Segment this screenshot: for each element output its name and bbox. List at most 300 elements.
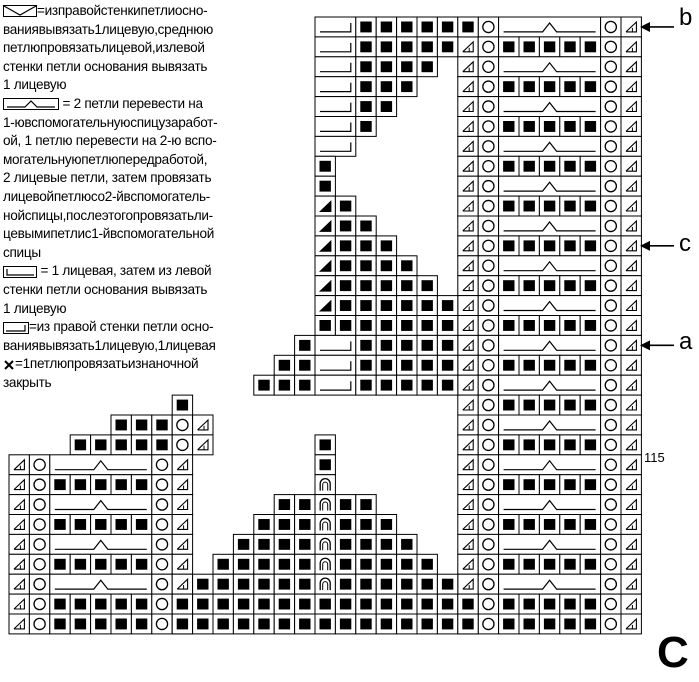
chart-cell-O-r7c30 — [601, 136, 621, 156]
chart-cell-B-r2c20 — [397, 37, 417, 57]
chart-cell-B-r24c27 — [539, 475, 559, 495]
chart-cell-B-r15c21 — [417, 296, 437, 316]
chart-cell-C-r27c25 — [499, 534, 601, 554]
chart-cell-T-r10c23 — [458, 196, 478, 216]
chart-cell-T-r26c23 — [458, 515, 478, 535]
chart-cell-R-r7c16 — [315, 136, 356, 156]
legend-line-7: 1-ювспомогательнуюспицузаработ- — [3, 114, 218, 130]
chart-cell-B-r2c29 — [580, 37, 600, 57]
chart-cell-B-r30c6 — [111, 594, 131, 614]
chart-cell-B-r15c19 — [376, 296, 396, 316]
chart-cell-B-r16c20 — [397, 316, 417, 336]
chart-cell-T-r7c31 — [621, 136, 641, 156]
chart-cell-T-r17c31 — [621, 335, 641, 355]
chart-cell-O-r9c30 — [601, 176, 621, 196]
chart-cell-T-r21c10 — [193, 415, 213, 435]
chart-cell-T-r11c31 — [621, 216, 641, 236]
chart-cell-B-r14c28 — [560, 276, 580, 296]
chart-cell-B-r14c20 — [397, 276, 417, 296]
arrow-b-icon — [640, 22, 674, 32]
chart-cell-O-r21c24 — [478, 415, 498, 435]
chart-cell-B-r25c17 — [335, 495, 355, 515]
chart-cell-O-r20c24 — [478, 395, 498, 415]
chart-cell-B-r14c21 — [417, 276, 437, 296]
chart-cell-T-r5c23 — [458, 97, 478, 117]
chart-cell-T-r24c23 — [458, 475, 478, 495]
chart-cell-T-r31c31 — [621, 614, 641, 634]
chart-cell-B-r18c28 — [560, 355, 580, 375]
chart-cell-B-r4c28 — [560, 77, 580, 97]
chart-cell-B-r19c15 — [295, 375, 315, 395]
chart-cell-B-r10c27 — [539, 196, 559, 216]
chart-cell-B-r29c19 — [376, 574, 396, 594]
chart-cell-B-r6c18 — [356, 117, 376, 137]
chart-cell-B-r17c20 — [397, 335, 417, 355]
chart-cell-B-r31c18 — [356, 614, 376, 634]
chart-cell-T-r25c31 — [621, 495, 641, 515]
chart-cell-B-r2c18 — [356, 37, 376, 57]
chart-cell-B-r27c15 — [295, 534, 315, 554]
chart-cell-U-r27c16 — [315, 534, 335, 554]
chart-cell-T-r15c31 — [621, 296, 641, 316]
chart-cell-T-r8c23 — [458, 156, 478, 176]
chart-cell-O-r6c24 — [478, 117, 498, 137]
chart-cell-O-r8c24 — [478, 156, 498, 176]
chart-cell-B-r20c28 — [560, 395, 580, 415]
chart-cell-B-r16c19 — [376, 316, 396, 336]
chart-cell-T-r18c23 — [458, 355, 478, 375]
chart-cell-B-r1c21 — [417, 17, 437, 37]
chart-cell-C-r3c25 — [499, 57, 601, 77]
chart-cell-B-r16c18 — [356, 316, 376, 336]
chart-cell-B-r31c5 — [91, 614, 111, 634]
chart-cell-B-r22c27 — [539, 435, 559, 455]
chart-cell-B-r2c21 — [417, 37, 437, 57]
chart-cell-O-r26c24 — [478, 515, 498, 535]
chart-cell-L-r12c16 — [315, 236, 335, 256]
chart-cell-B-r31c20 — [397, 614, 417, 634]
chart-cell-B-r4c27 — [539, 77, 559, 97]
chart-cell-O-r1c30 — [601, 17, 621, 37]
chart-cell-O-r21c9 — [172, 415, 192, 435]
chart-cell-B-r14c26 — [519, 276, 539, 296]
chart-cell-B-r4c25 — [499, 77, 519, 97]
legend-line-8: ой, 1 петлю перевести на 2-ю вспо- — [3, 133, 217, 149]
chart-cell-B-r19c14 — [274, 375, 294, 395]
chart-cell-O-r18c24 — [478, 355, 498, 375]
chart-cell-C-r21c25 — [499, 415, 601, 435]
chart-cell-O-r25c8 — [152, 495, 172, 515]
chart-cell-B-r28c14 — [274, 554, 294, 574]
chart-cell-B-r15c22 — [437, 296, 457, 316]
chart-cell-B-r16c16 — [315, 316, 335, 336]
chart-cell-B-r2c27 — [539, 37, 559, 57]
chart-cell-T-r7c23 — [458, 136, 478, 156]
chart-cell-B-r23c16 — [315, 455, 335, 475]
chart-cell-O-r2c24 — [478, 37, 498, 57]
chart-cell-T-r18c31 — [621, 355, 641, 375]
legend-line-21: закрыть — [3, 374, 52, 390]
chart-cell-B-r28c20 — [397, 554, 417, 574]
chart-cell-B-r28c15 — [295, 554, 315, 574]
chart-cell-B-r31c16 — [315, 614, 335, 634]
chart-cell-O-r29c2 — [29, 574, 49, 594]
chart-cell-O-r11c24 — [478, 216, 498, 236]
chart-cell-B-r26c14 — [274, 515, 294, 535]
chart-cell-B-r26c13 — [254, 515, 274, 535]
chart-cell-B-r26c19 — [376, 515, 396, 535]
chart-cell-B-r31c26 — [519, 614, 539, 634]
chart-cell-T-r2c31 — [621, 37, 641, 57]
chart-cell-B-r27c13 — [254, 534, 274, 554]
chart-cell-B-r27c12 — [233, 534, 253, 554]
chart-cell-B-r20c9 — [172, 395, 192, 415]
chart-cell-B-r5c19 — [376, 97, 396, 117]
chart-cell-B-r3c20 — [397, 57, 417, 77]
chart-cell-B-r28c17 — [335, 554, 355, 574]
chart-cell-T-r25c23 — [458, 495, 478, 515]
chart-cell-U-r28c16 — [315, 554, 335, 574]
chart-cell-O-r14c30 — [601, 276, 621, 296]
chart-cell-T-r29c1 — [9, 574, 29, 594]
chart-cell-B-r31c17 — [335, 614, 355, 634]
chart-cell-B-r30c12 — [233, 594, 253, 614]
chart-cell-B-r30c27 — [539, 594, 559, 614]
chart-cell-B-r29c21 — [417, 574, 437, 594]
chart-cell-B-r31c19 — [376, 614, 396, 634]
chart-cell-T-r27c31 — [621, 534, 641, 554]
chart-cell-B-r15c20 — [397, 296, 417, 316]
chart-cell-B-r18c22 — [437, 355, 457, 375]
chart-cell-B-r30c22 — [437, 594, 457, 614]
chart-cell-B-r30c14 — [274, 594, 294, 614]
chart-cell-T-r14c31 — [621, 276, 641, 296]
legend-line-19: ваниявывязать1лицевую,1лицевая — [3, 337, 216, 353]
chart-cell-U-r24c16 — [315, 475, 335, 495]
chart-cell-T-r28c31 — [621, 554, 641, 574]
chart-cell-B-r4c29 — [580, 77, 600, 97]
chart-cell-O-r26c2 — [29, 515, 49, 535]
chart-cell-B-r30c21 — [417, 594, 437, 614]
chart-cell-B-r19c18 — [356, 375, 376, 395]
chart-cell-B-r2c22 — [437, 37, 457, 57]
chart-cell-B-r31c10 — [193, 614, 213, 634]
chart-cell-B-r28c25 — [499, 554, 519, 574]
chart-cell-B-r19c21 — [417, 375, 437, 395]
chart-cell-C-r1c25 — [499, 17, 601, 37]
chart-cell-B-r3c18 — [356, 57, 376, 77]
chart-cell-T-r3c23 — [458, 57, 478, 77]
chart-cell-T-r1c31 — [621, 17, 641, 37]
chart-cell-B-r31c15 — [295, 614, 315, 634]
chart-cell-C-r5c25 — [499, 97, 601, 117]
chart-cell-O-r24c2 — [29, 475, 49, 495]
chart-cell-U-r29c16 — [315, 574, 335, 594]
chart-cell-R-r5c16 — [315, 97, 356, 117]
chart-cell-B-r30c18 — [356, 594, 376, 614]
chart-cell-B-r10c17 — [335, 196, 355, 216]
chart-cell-O-r28c2 — [29, 554, 49, 574]
chart-cell-B-r14c25 — [499, 276, 519, 296]
row-number-115: 115 — [644, 450, 665, 465]
chart-cell-B-r24c5 — [91, 475, 111, 495]
chart-cell-B-r10c25 — [499, 196, 519, 216]
chart-cell-O-r29c24 — [478, 574, 498, 594]
chart-cell-B-r22c28 — [560, 435, 580, 455]
row-marker-b: b — [679, 4, 693, 31]
chart-cell-T-r22c10 — [193, 435, 213, 455]
chart-cell-B-r30c23 — [458, 594, 478, 614]
chart-cell-B-r28c29 — [580, 554, 600, 574]
chart-cell-T-r29c31 — [621, 574, 641, 594]
chart-cell-B-r8c26 — [519, 156, 539, 176]
chart-cell-B-r6c26 — [519, 117, 539, 137]
chart-cell-O-r27c8 — [152, 534, 172, 554]
chart-cell-O-r28c8 — [152, 554, 172, 574]
chart-cell-O-r3c30 — [601, 57, 621, 77]
chart-cell-B-r8c27 — [539, 156, 559, 176]
chart-cell-B-r26c27 — [539, 515, 559, 535]
chart-cell-B-r30c29 — [580, 594, 600, 614]
chart-cell-B-r13c18 — [356, 256, 376, 276]
chart-cell-B-r12c18 — [356, 236, 376, 256]
chart-cell-B-r22c4 — [70, 435, 90, 455]
chart-cell-B-r16c28 — [560, 316, 580, 336]
chart-cell-B-r29c10 — [193, 574, 213, 594]
chart-cell-B-r2c28 — [560, 37, 580, 57]
chart-cell-B-r16c26 — [519, 316, 539, 336]
chart-cell-T-r25c9 — [172, 495, 192, 515]
chart-cell-B-r17c22 — [437, 335, 457, 355]
chart-cell-B-r22c6 — [111, 435, 131, 455]
chart-cell-B-r12c26 — [519, 236, 539, 256]
chart-cell-B-r26c6 — [111, 515, 131, 535]
chart-cell-B-r24c25 — [499, 475, 519, 495]
chart-cell-O-r23c8 — [152, 455, 172, 475]
chart-cell-L-r15c16 — [315, 296, 335, 316]
chart-cell-O-r25c2 — [29, 495, 49, 515]
chart-cell-O-r10c30 — [601, 196, 621, 216]
chart-cell-T-r13c31 — [621, 256, 641, 276]
chart-cell-B-r31c22 — [437, 614, 457, 634]
chart-cell-R-r6c16 — [315, 117, 356, 137]
chart-cell-B-r26c26 — [519, 515, 539, 535]
chart-cell-B-r18c21 — [417, 355, 437, 375]
chart-cell-C-r13c25 — [499, 256, 601, 276]
chart-cell-T-r28c23 — [458, 554, 478, 574]
chart-cell-B-r17c18 — [356, 335, 376, 355]
chart-cell-C-r29c25 — [499, 574, 601, 594]
chart-cell-B-r18c20 — [397, 355, 417, 375]
chart-cell-O-r5c30 — [601, 97, 621, 117]
chart-cell-O-r11c30 — [601, 216, 621, 236]
chart-cell-B-r29c20 — [397, 574, 417, 594]
chart-cell-T-r27c9 — [172, 534, 192, 554]
chart-cell-B-r28c28 — [560, 554, 580, 574]
chart-cell-B-r21c8 — [152, 415, 172, 435]
chart-cell-T-r8c31 — [621, 156, 641, 176]
chart-cell-T-r6c31 — [621, 117, 641, 137]
chart-cell-B-r28c21 — [417, 554, 437, 574]
chart-cell-B-r11c18 — [356, 216, 376, 236]
chart-cell-B-r31c4 — [70, 614, 90, 634]
chart-cell-B-r31c12 — [233, 614, 253, 634]
chart-cell-T-r13c23 — [458, 256, 478, 276]
chart-cell-B-r29c17 — [335, 574, 355, 594]
chart-cell-B-r15c18 — [356, 296, 376, 316]
chart-cell-B-r20c25 — [499, 395, 519, 415]
chart-cell-C-r25c25 — [499, 495, 601, 515]
chart-cell-B-r19c22 — [437, 375, 457, 395]
chart-cell-B-r19c13 — [254, 375, 274, 395]
chart-cell-B-r18c29 — [580, 355, 600, 375]
chart-cell-O-r9c24 — [478, 176, 498, 196]
chart-cell-T-r9c23 — [458, 176, 478, 196]
chart-cell-B-r18c19 — [376, 355, 396, 375]
chart-cell-B-r1c20 — [397, 17, 417, 37]
chart-cell-B-r29c15 — [295, 574, 315, 594]
chart-cell-B-r31c3 — [50, 614, 70, 634]
chart-cell-B-r8c28 — [560, 156, 580, 176]
chart-cell-B-r29c14 — [274, 574, 294, 594]
chart-cell-T-r16c23 — [458, 316, 478, 336]
arrow-c-icon — [640, 241, 674, 251]
chart-cell-O-r3c24 — [478, 57, 498, 77]
chart-cell-B-r29c13 — [254, 574, 274, 594]
chart-cell-T-r23c1 — [9, 455, 29, 475]
chart-cell-B-r30c15 — [295, 594, 315, 614]
legend-line-17: 1 лицевую — [3, 300, 67, 316]
chart-cell-B-r29c22 — [437, 574, 457, 594]
chart-cell-O-r17c30 — [601, 335, 621, 355]
chart-cell-B-r30c13 — [254, 594, 274, 614]
chart-cell-T-r19c31 — [621, 375, 641, 395]
chart-cell-B-r2c25 — [499, 37, 519, 57]
chart-cell-B-r17c21 — [417, 335, 437, 355]
chart-cell-O-r21c30 — [601, 415, 621, 435]
chart-cell-B-r2c19 — [376, 37, 396, 57]
chart-cell-O-r19c30 — [601, 375, 621, 395]
chart-cell-T-r16c31 — [621, 316, 641, 336]
chart-cell-B-r11c17 — [335, 216, 355, 236]
chart-cell-B-r6c28 — [560, 117, 580, 137]
bind-off-cross-icon — [3, 359, 15, 371]
chart-cell-B-r26c4 — [70, 515, 90, 535]
chart-cell-B-r12c27 — [539, 236, 559, 256]
row-marker-a: a — [679, 328, 693, 355]
chart-cell-T-r29c9 — [172, 574, 192, 594]
chart-cell-B-r31c14 — [274, 614, 294, 634]
chart-cell-T-r26c31 — [621, 515, 641, 535]
chart-cell-O-r30c24 — [478, 594, 498, 614]
chart-cell-B-r22c16 — [315, 435, 335, 455]
chart-cell-B-r10c29 — [580, 196, 600, 216]
chart-cell-B-r4c19 — [376, 77, 396, 97]
chart-cell-B-r16c29 — [580, 316, 600, 336]
chart-cell-B-r22c29 — [580, 435, 600, 455]
chart-cell-T-r14c23 — [458, 276, 478, 296]
chart-cell-B-r31c27 — [539, 614, 559, 634]
chart-cell-O-r23c24 — [478, 455, 498, 475]
chart-cell-B-r26c17 — [335, 515, 355, 535]
chart-cell-T-r21c23 — [458, 415, 478, 435]
chart-cell-B-r8c25 — [499, 156, 519, 176]
chart-cell-T-r20c23 — [458, 395, 478, 415]
chart-cell-B-r31c11 — [213, 614, 233, 634]
chart-cell-B-r12c25 — [499, 236, 519, 256]
chart-cell-B-r28c6 — [111, 554, 131, 574]
chart-cell-O-r28c24 — [478, 554, 498, 574]
chart-cell-U-r26c16 — [315, 515, 335, 535]
chart-cell-B-r27c17 — [335, 534, 355, 554]
chart-cell-B-r30c17 — [335, 594, 355, 614]
chart-cell-B-r27c18 — [356, 534, 376, 554]
chart-cell-B-r28c3 — [50, 554, 70, 574]
chart-cell-B-r3c21 — [417, 57, 437, 77]
chart-cell-B-r30c3 — [50, 594, 70, 614]
chart-cell-B-r16c21 — [417, 316, 437, 336]
chart-cell-O-r15c24 — [478, 296, 498, 316]
chart-cell-B-r24c26 — [519, 475, 539, 495]
chart-cell-O-r31c30 — [601, 614, 621, 634]
slant-decrease-icon — [3, 5, 37, 17]
chart-cell-O-r6c30 — [601, 117, 621, 137]
chart-cell-B-r16c25 — [499, 316, 519, 336]
cable-cross-icon — [3, 98, 59, 110]
chart-cell-B-r30c19 — [376, 594, 396, 614]
chart-letter: C — [657, 628, 689, 677]
chart-cell-O-r23c2 — [29, 455, 49, 475]
chart-cell-B-r24c7 — [131, 475, 151, 495]
legend-line-2: ваниявывязать1лицевую,среднюю — [3, 21, 214, 37]
chart-cell-O-r10c24 — [478, 196, 498, 216]
chart-cell-B-r15c17 — [335, 296, 355, 316]
chart-cell-B-r20c27 — [539, 395, 559, 415]
chart-cell-O-r30c30 — [601, 594, 621, 614]
chart-cell-C-r27c3 — [50, 534, 152, 554]
chart-cell-B-r22c8 — [152, 435, 172, 455]
chart-cell-B-r30c11 — [213, 594, 233, 614]
chart-cell-B-r13c17 — [335, 256, 355, 276]
chart-cell-B-r24c29 — [580, 475, 600, 495]
chart-cell-B-r17c19 — [376, 335, 396, 355]
chart-cell-B-r21c7 — [131, 415, 151, 435]
chart-cell-B-r18c25 — [499, 355, 519, 375]
chart-cell-B-r27c19 — [376, 534, 396, 554]
chart-cell-O-r25c30 — [601, 495, 621, 515]
chart-cell-O-r29c8 — [152, 574, 172, 594]
chart-cell-T-r26c1 — [9, 515, 29, 535]
chart-cell-B-r28c11 — [213, 554, 233, 574]
chart-cell-C-r23c25 — [499, 455, 601, 475]
chart-cell-B-r29c11 — [213, 574, 233, 594]
chart-cell-O-r24c30 — [601, 475, 621, 495]
chart-cell-O-r31c2 — [29, 614, 49, 634]
chart-cell-R-r17c16 — [315, 335, 356, 355]
chart-cell-T-r9c31 — [621, 176, 641, 196]
chart-cell-R-r4c16 — [315, 77, 356, 97]
chart-cell-B-r24c28 — [560, 475, 580, 495]
right-increase-icon — [3, 322, 29, 334]
chart-cell-B-r28c27 — [539, 554, 559, 574]
chart-cell-O-r22c24 — [478, 435, 498, 455]
chart-cell-B-r12c19 — [376, 236, 396, 256]
chart-cell-B-r3c19 — [376, 57, 396, 77]
chart-cell-B-r31c23 — [458, 614, 478, 634]
chart-cell-B-r30c25 — [499, 594, 519, 614]
chart-cell-R-r18c16 — [315, 355, 356, 375]
chart-cell-O-r17c24 — [478, 335, 498, 355]
